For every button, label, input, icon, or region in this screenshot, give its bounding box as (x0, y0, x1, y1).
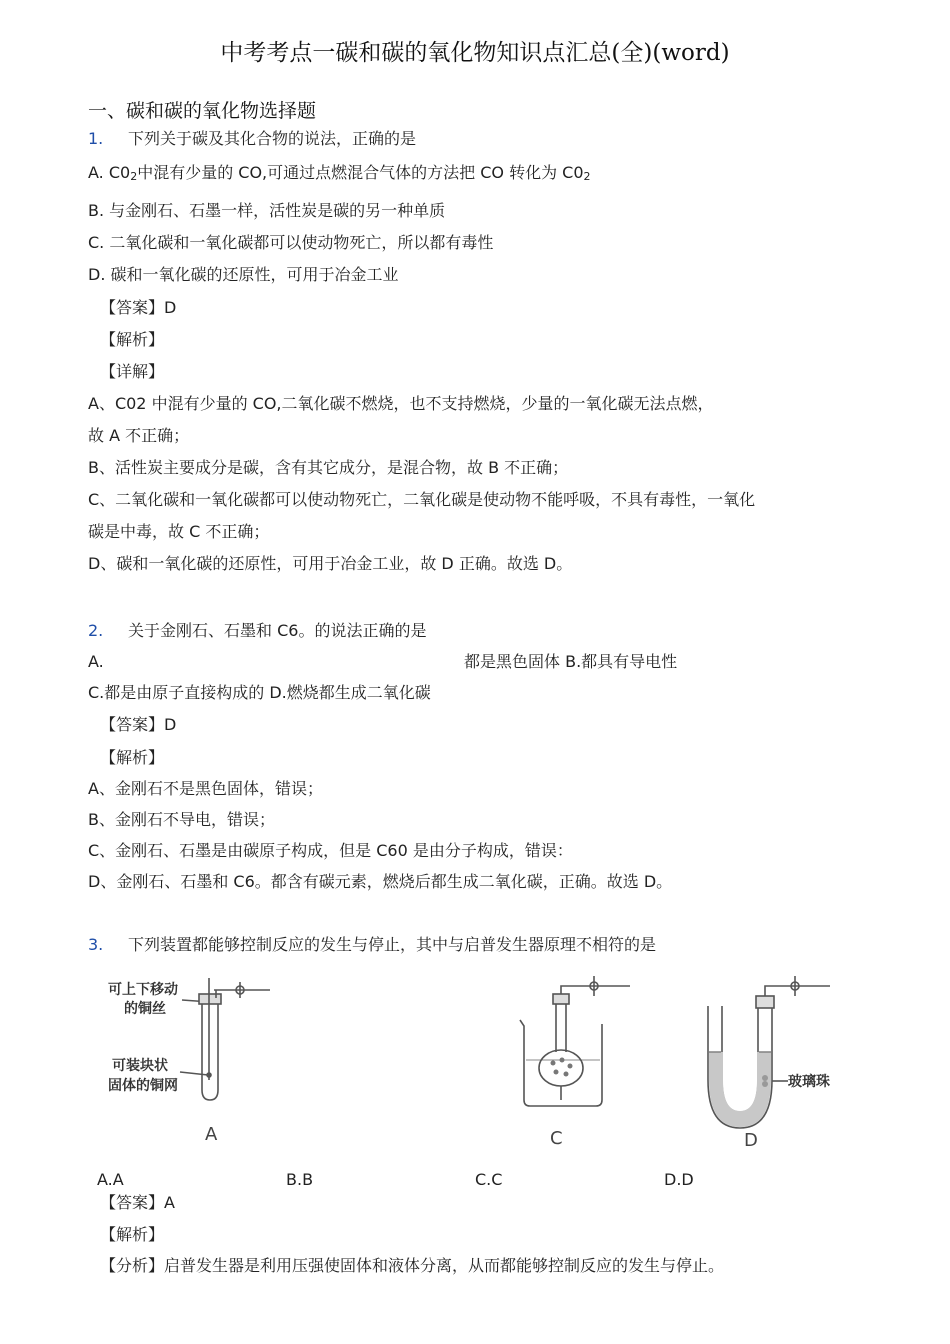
q3-option-d: D.D (664, 1170, 694, 1189)
q2-exp-d: D、金刚石、石墨和 C6。都含有碳元素，燃烧后都生成二氧化碳，正确。故选 D。 (88, 872, 673, 891)
apparatus-a (108, 978, 270, 1145)
section-title: 一、碳和碳的氧化物选择题 (88, 100, 317, 122)
q1-option-a (88, 162, 591, 188)
label-copper-mesh: 固体的铜网 (108, 1078, 178, 1094)
label-movable-wire: 可上下移动 (108, 982, 178, 998)
q2-exp-a: A、金刚石不是黑色固体，错误； (88, 779, 323, 798)
q1-option-c: C. 二氧化碳和一氧化碳都可以使动物死亡，所以都有毒性 (88, 233, 494, 252)
q2-stem-text: 关于金刚石、石墨和 C6。的说法正确的是 (128, 621, 427, 640)
q2-answer: 【答案】D (100, 715, 177, 734)
q1-detail: 【详解】 (100, 362, 165, 381)
q1-option-a-sub: 2 (130, 170, 138, 183)
q1-exp-a: A、C02 中混有少量的 CO,二氧化碳不燃烧，也不支持燃烧，少量的一氧化碳无法点燃， (88, 394, 714, 413)
label-glass-beads: 玻璃珠 (788, 1074, 830, 1090)
q3-stem-text: 下列装置都能够控制反应的发生与停止，其中与启普发生器原理不相符的是 (128, 935, 657, 954)
q1-analysis: 【解析】 (100, 330, 165, 349)
q1-answer: 【答案】D (100, 298, 177, 317)
apparatus-d (708, 976, 830, 1151)
q1-stem (88, 128, 416, 150)
q1-exp-a-cont: 故 A 不正确； (88, 426, 190, 445)
q1-number: 1. (88, 129, 104, 148)
q1-exp-c: C、二氧化碳和一氧化碳都可以使动物死亡，二氧化碳是使动物不能呼吸，不具有毒性，一氧化 (88, 490, 756, 509)
q3-option-a: A.A (97, 1170, 124, 1189)
q1-option-b: B. 与金刚石、石墨一样，活性炭是碳的另一种单质 (88, 201, 446, 220)
q2-number: 2. (88, 621, 104, 640)
apparatus-c (520, 976, 630, 1149)
q2-option-c-d: C.都是由原子直接构成的 D.燃烧都生成二氧化碳 (88, 683, 431, 702)
label-solid-container: 可装块状 (112, 1058, 168, 1074)
q3-fenxi: 【分析】启普发生器是利用压强使固体和液体分离，从而都能够控制反应的发生与停止。 (100, 1256, 725, 1275)
q1-stem-text: 下列关于碳及其化合物的说法，正确的是 (128, 129, 417, 148)
fig-label-d: D (744, 1130, 758, 1151)
page-title: 中考考点一碳和碳的氧化物知识点汇总(全)(word) (220, 40, 730, 66)
q2-exp-b: B、金刚石不导电，错误； (88, 810, 275, 829)
label-copper-wire: 的铜丝 (124, 1001, 166, 1017)
q1-option-d: D. 碳和一氧化碳的还原性，可用于冶金工业 (88, 265, 399, 284)
q1-option-a-prefix: A. C0 (88, 163, 131, 182)
q1-option-a-text: 中混有少量的 CO,可通过点燃混合气体的方法把 CO 转化为 C0 (137, 163, 584, 182)
q1-option-a-sub2: 2 (583, 170, 591, 183)
fig-label-c: C (550, 1128, 563, 1149)
q2-exp-c: C、金刚石、石墨是由碳原子构成，但是 C60 是由分子构成，错误： (88, 841, 573, 860)
q2-analysis: 【解析】 (100, 748, 165, 767)
q3-option-c: C.C (475, 1170, 503, 1189)
q3-answer: 【答案】A (100, 1193, 175, 1212)
q3-stem (88, 934, 656, 956)
q2-option-a-b: 都是黑色固体 B.都具有导电性 (464, 652, 678, 671)
q3-apparatus-figure (0, 960, 950, 1160)
q1-exp-c-cont: 碳是中毒，故 C 不正确； (88, 522, 270, 541)
fig-label-a: A (205, 1124, 218, 1145)
q2-option-a-label: A. (88, 652, 104, 671)
q1-exp-d: D、碳和一氧化碳的还原性，可用于冶金工业，故 D 正确。故选 D。 (88, 554, 573, 573)
q3-analysis: 【解析】 (100, 1225, 165, 1244)
q2-stem (88, 620, 426, 642)
q3-option-b: B.B (286, 1170, 314, 1189)
q3-number: 3. (88, 935, 104, 954)
q1-exp-b: B、活性炭主要成分是碳，含有其它成分，是混合物，故 B 不正确； (88, 458, 569, 477)
